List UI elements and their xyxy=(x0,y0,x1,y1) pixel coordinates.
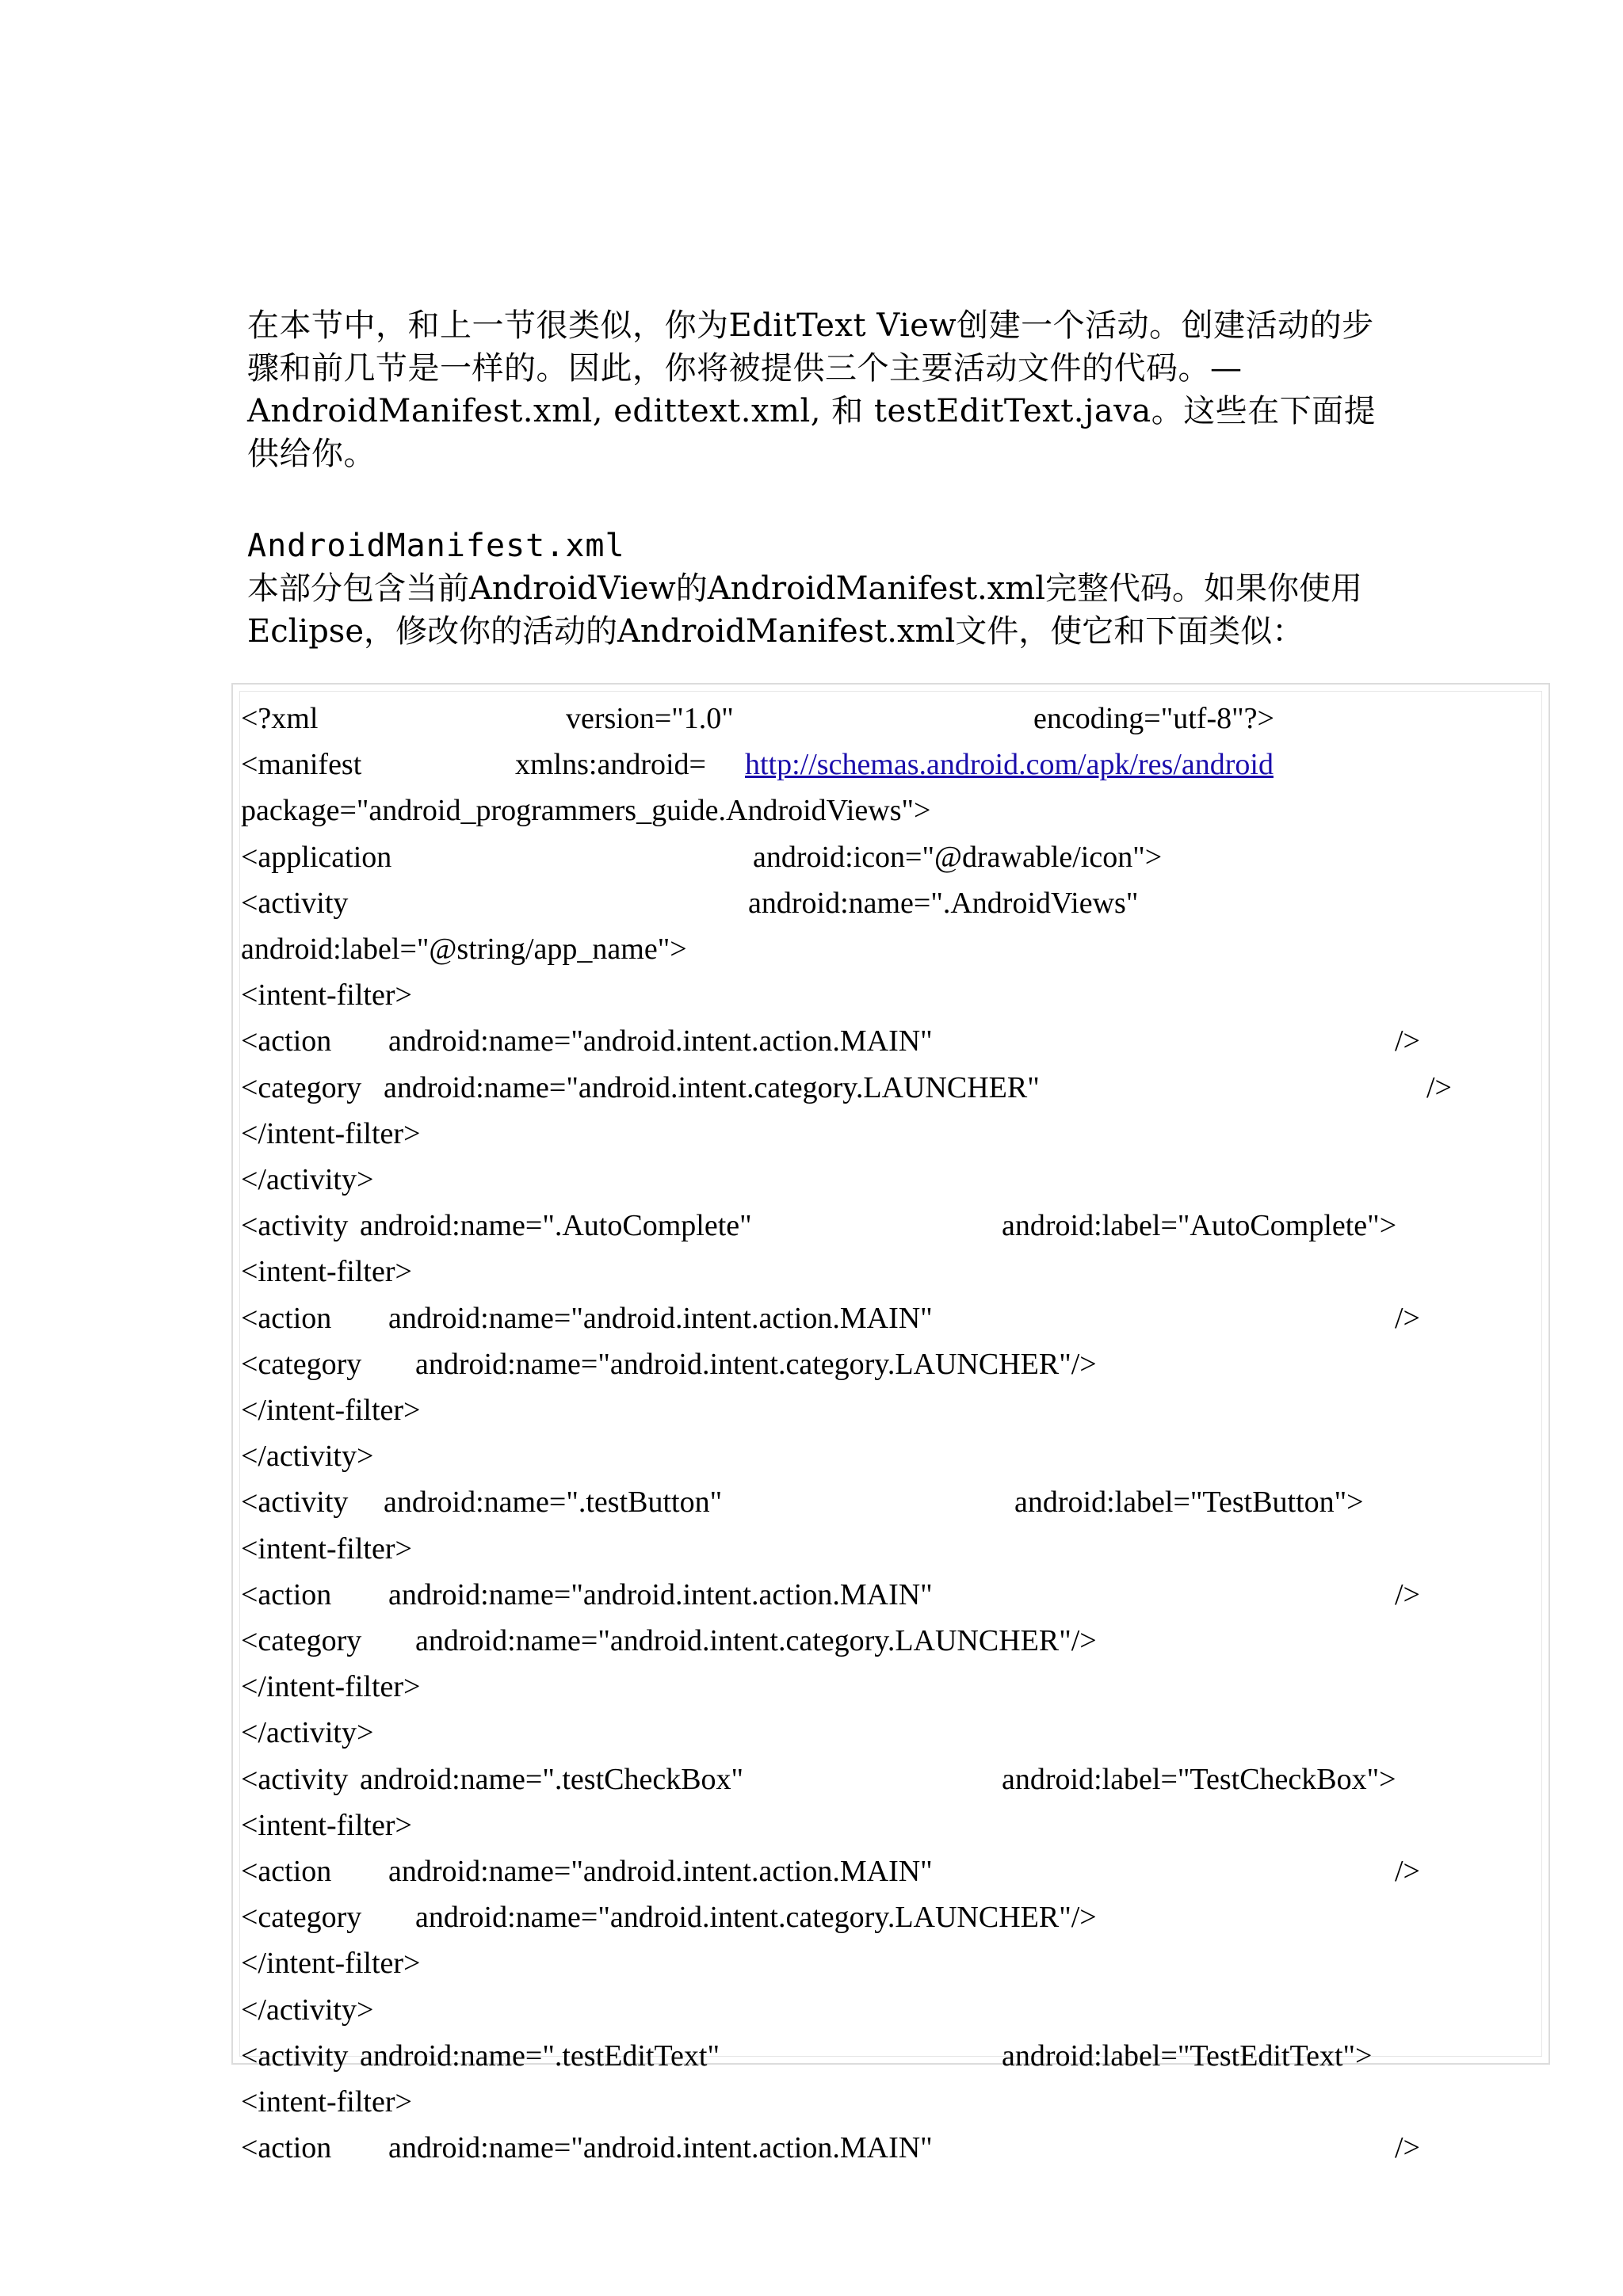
intro-paragraph xyxy=(247,304,1388,475)
code-token: android:name="android.intent.action.MAIN" xyxy=(388,1024,933,1058)
code-token: <action xyxy=(241,1855,332,1888)
code-token: android:name=".testButton" xyxy=(384,1486,723,1520)
code-token: android:name="android.intent.action.MAIN" xyxy=(388,1301,933,1335)
code-token: /> xyxy=(1395,1577,1420,1611)
code-token: <category xyxy=(241,1070,362,1104)
intro-line: 供给你。 xyxy=(247,436,376,472)
code-line xyxy=(241,1066,1525,1109)
code-token: android:name="android.intent.category.LAUNCHER" xyxy=(384,1070,1040,1104)
code-line xyxy=(241,2126,1525,2169)
code-token: package="android_programmers_guide.AndroidViews"> xyxy=(241,794,931,828)
code-token: <intent-filter> xyxy=(241,978,412,1013)
code-token: android:name="android.intent.category.LAUNCHER"/> xyxy=(415,1347,1097,1381)
code-token: <intent-filter> xyxy=(241,1808,412,1842)
schema-link[interactable]: http://schemas.android.com/apk/res/android xyxy=(745,748,1274,782)
code-token: android:label="TestButton"> xyxy=(1014,1486,1364,1520)
code-line xyxy=(241,2081,1525,2123)
code-line xyxy=(241,789,1525,832)
code-token: xmlns:android= xyxy=(515,748,706,782)
code-token: version="1.0" xyxy=(566,702,734,735)
code-token: <activity xyxy=(241,1762,349,1796)
code-token: </activity> xyxy=(241,1716,374,1750)
code-token: /> xyxy=(1395,1301,1420,1335)
description-line: 本部分包含当前AndroidView的AndroidManifest.xml完整代码。如果你使用 xyxy=(247,570,1363,607)
code-line xyxy=(241,1573,1525,1616)
code-token: /> xyxy=(1395,1855,1420,1888)
code-token: android:name=".testEditText" xyxy=(360,2039,720,2073)
code-token: </intent-filter> xyxy=(241,1116,421,1150)
description-line: Eclipse，修改你的活动的AndroidManifest.xml文件，使它和下面类似： xyxy=(247,613,1304,650)
code-line xyxy=(241,1020,1525,1062)
code-line xyxy=(241,836,1525,879)
code-line xyxy=(241,1343,1525,1386)
code-line xyxy=(241,1435,1525,1478)
code-line xyxy=(241,1297,1525,1340)
code-token: <activity xyxy=(241,1486,349,1520)
code-line xyxy=(241,974,1525,1016)
code-line xyxy=(241,928,1525,971)
code-token: <category xyxy=(241,1901,362,1935)
intro-line: AndroidManifest.xml, edittext.xml, 和 testEditText.java。这些在下面提 xyxy=(247,393,1377,429)
code-line xyxy=(241,1711,1525,1754)
code-token: /> xyxy=(1426,1070,1452,1104)
code-line xyxy=(241,1527,1525,1570)
code-token: <activity xyxy=(241,886,349,920)
code-token: <activity xyxy=(241,2039,349,2073)
code-token: android:name="android.intent.action.MAIN" xyxy=(388,1577,933,1611)
code-token: android:icon="@drawable/icon"> xyxy=(753,840,1163,874)
code-token: <intent-filter> xyxy=(241,1531,412,1566)
code-token: /> xyxy=(1395,1024,1420,1058)
code-token: encoding="utf-8"?> xyxy=(1033,702,1274,735)
code-token: <category xyxy=(241,1347,362,1381)
code-line xyxy=(241,882,1525,925)
code-line xyxy=(241,1942,1525,1985)
code-token: android:label="TestEditText"> xyxy=(1002,2039,1373,2073)
code-line xyxy=(241,1112,1525,1155)
code-token: android:name="android.intent.category.LAUNCHER"/> xyxy=(415,1901,1097,1935)
code-token: <manifest xyxy=(241,748,362,782)
code-token: android:name="android.intent.category.LAUNCHER"/> xyxy=(415,1624,1097,1657)
code-token: <action xyxy=(241,1024,332,1058)
code-token: android:label="AutoComplete"> xyxy=(1002,1209,1397,1243)
intro-line: 骤和前几节是一样的。因此，你将被提供三个主要活动文件的代码。— xyxy=(247,350,1243,387)
code-token: </intent-filter> xyxy=(241,1394,421,1427)
code-token: </activity> xyxy=(241,1993,374,2027)
code-token: android:label="TestCheckBox"> xyxy=(1002,1762,1396,1796)
code-token: android:name=".AndroidViews" xyxy=(748,886,1139,920)
code-token: android:name=".AutoComplete" xyxy=(360,1209,752,1243)
code-token: <activity xyxy=(241,1209,349,1243)
code-line xyxy=(241,1158,1525,1201)
code-token: </activity> xyxy=(241,1163,374,1196)
code-token: /> xyxy=(1395,2131,1420,2165)
code-line xyxy=(241,1250,1525,1293)
code-line xyxy=(241,2035,1525,2077)
code-token: <action xyxy=(241,2131,332,2165)
code-line xyxy=(241,1896,1525,1939)
code-token: <category xyxy=(241,1624,362,1657)
code-line xyxy=(241,1204,1525,1247)
code-line xyxy=(241,1758,1525,1801)
code-token: android:name="android.intent.action.MAIN" xyxy=(388,1855,933,1888)
section-description xyxy=(247,567,1388,653)
code-line xyxy=(241,1665,1525,1708)
section-heading: AndroidManifest.xml xyxy=(247,528,625,564)
intro-line: 在本节中，和上一节很类似，你为EditText View创建一个活动。创建活动的步 xyxy=(247,307,1374,344)
code-token: android:name="android.intent.action.MAIN" xyxy=(388,2131,933,2165)
code-line xyxy=(241,1619,1525,1662)
code-token: </intent-filter> xyxy=(241,1947,421,1981)
code-line xyxy=(241,1481,1525,1524)
code-token: android:label="@string/app_name"> xyxy=(241,933,687,966)
code-line xyxy=(241,1804,1525,1847)
code-line xyxy=(241,1989,1525,2031)
code-token: <intent-filter> xyxy=(241,1255,412,1289)
code-line xyxy=(241,743,1525,786)
code-line xyxy=(241,697,1525,740)
code-token: </intent-filter> xyxy=(241,1670,421,1704)
code-line xyxy=(241,1389,1525,1432)
code-line xyxy=(241,1850,1525,1893)
code-token: <intent-filter> xyxy=(241,2085,412,2119)
code-token: <?xml xyxy=(241,702,319,735)
code-token: android:name=".testCheckBox" xyxy=(360,1762,744,1796)
code-token: <action xyxy=(241,1577,332,1611)
code-token: <application xyxy=(241,840,392,874)
code-token: <action xyxy=(241,1301,332,1335)
code-token: </activity> xyxy=(241,1440,374,1474)
